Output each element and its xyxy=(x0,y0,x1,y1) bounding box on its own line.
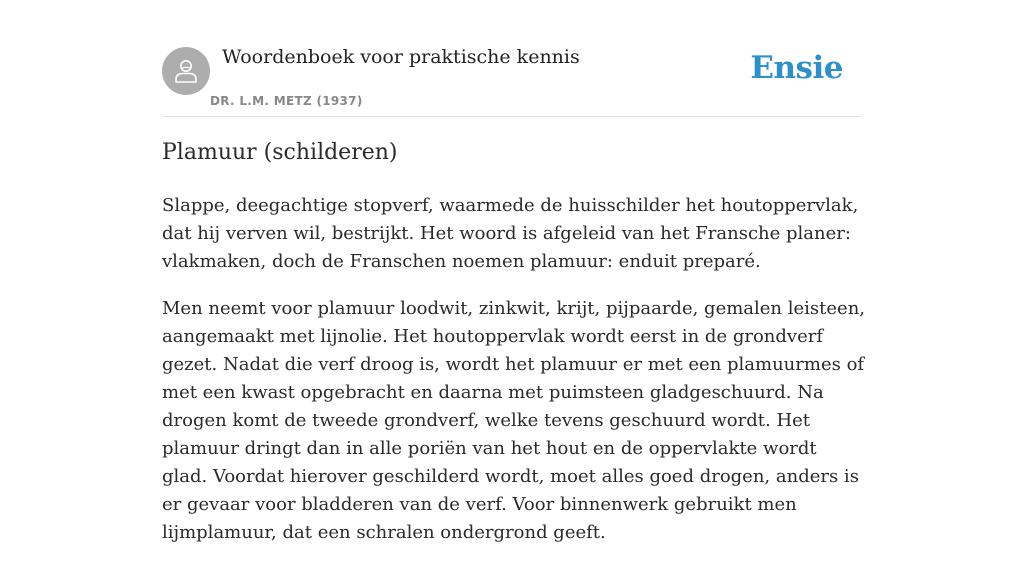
book-title[interactable]: Woordenboek voor praktische kennis xyxy=(222,46,580,68)
entry-title: Plamuur (schilderen) xyxy=(162,140,398,165)
entry-content xyxy=(162,192,867,566)
entry-paragraph-1: Slappe, deegachtige stopverf, waarmede de huisschilder het houtoppervlak, dat hij verven wil, bestrijkt. Het woord is afgeleid van het Fransche planer: vlakmaken, doch de Franschen noemen plamuur: enduit preparé. xyxy=(162,195,859,272)
ensie-logo[interactable]: Ensie xyxy=(750,50,843,86)
person-outline-icon xyxy=(172,57,200,85)
entry-paragraph-2: Men neemt voor plamuur loodwit, zinkwit, krijt, pijpaarde, gemalen leisteen, aangemaakt met lijnolie. Het houtoppervlak wordt eerst in de grondverf gezet. Nadat die verf droog is, wordt het plamuur er met een plamuurmes of met een kwast opgebracht en daarna met puimsteen gladgeschuurd. Na drogen komt de tweede grondverf, welke tevens geschuurd wordt. Het plamuur dringt dan in alle poriën van het hout en de oppervlakte wordt glad. Voordat hierover geschilderd wordt, moet alles goed drogen, anders is er gevaar voor bladderen van de verf. Voor binnenwerk gebruikt men lijmplamuur, dat een schralen ondergrond geeft. xyxy=(162,298,866,543)
book-header xyxy=(162,46,862,117)
user-avatar-icon xyxy=(162,47,210,95)
author-label: DR. L.M. METZ (1937) xyxy=(210,94,363,108)
